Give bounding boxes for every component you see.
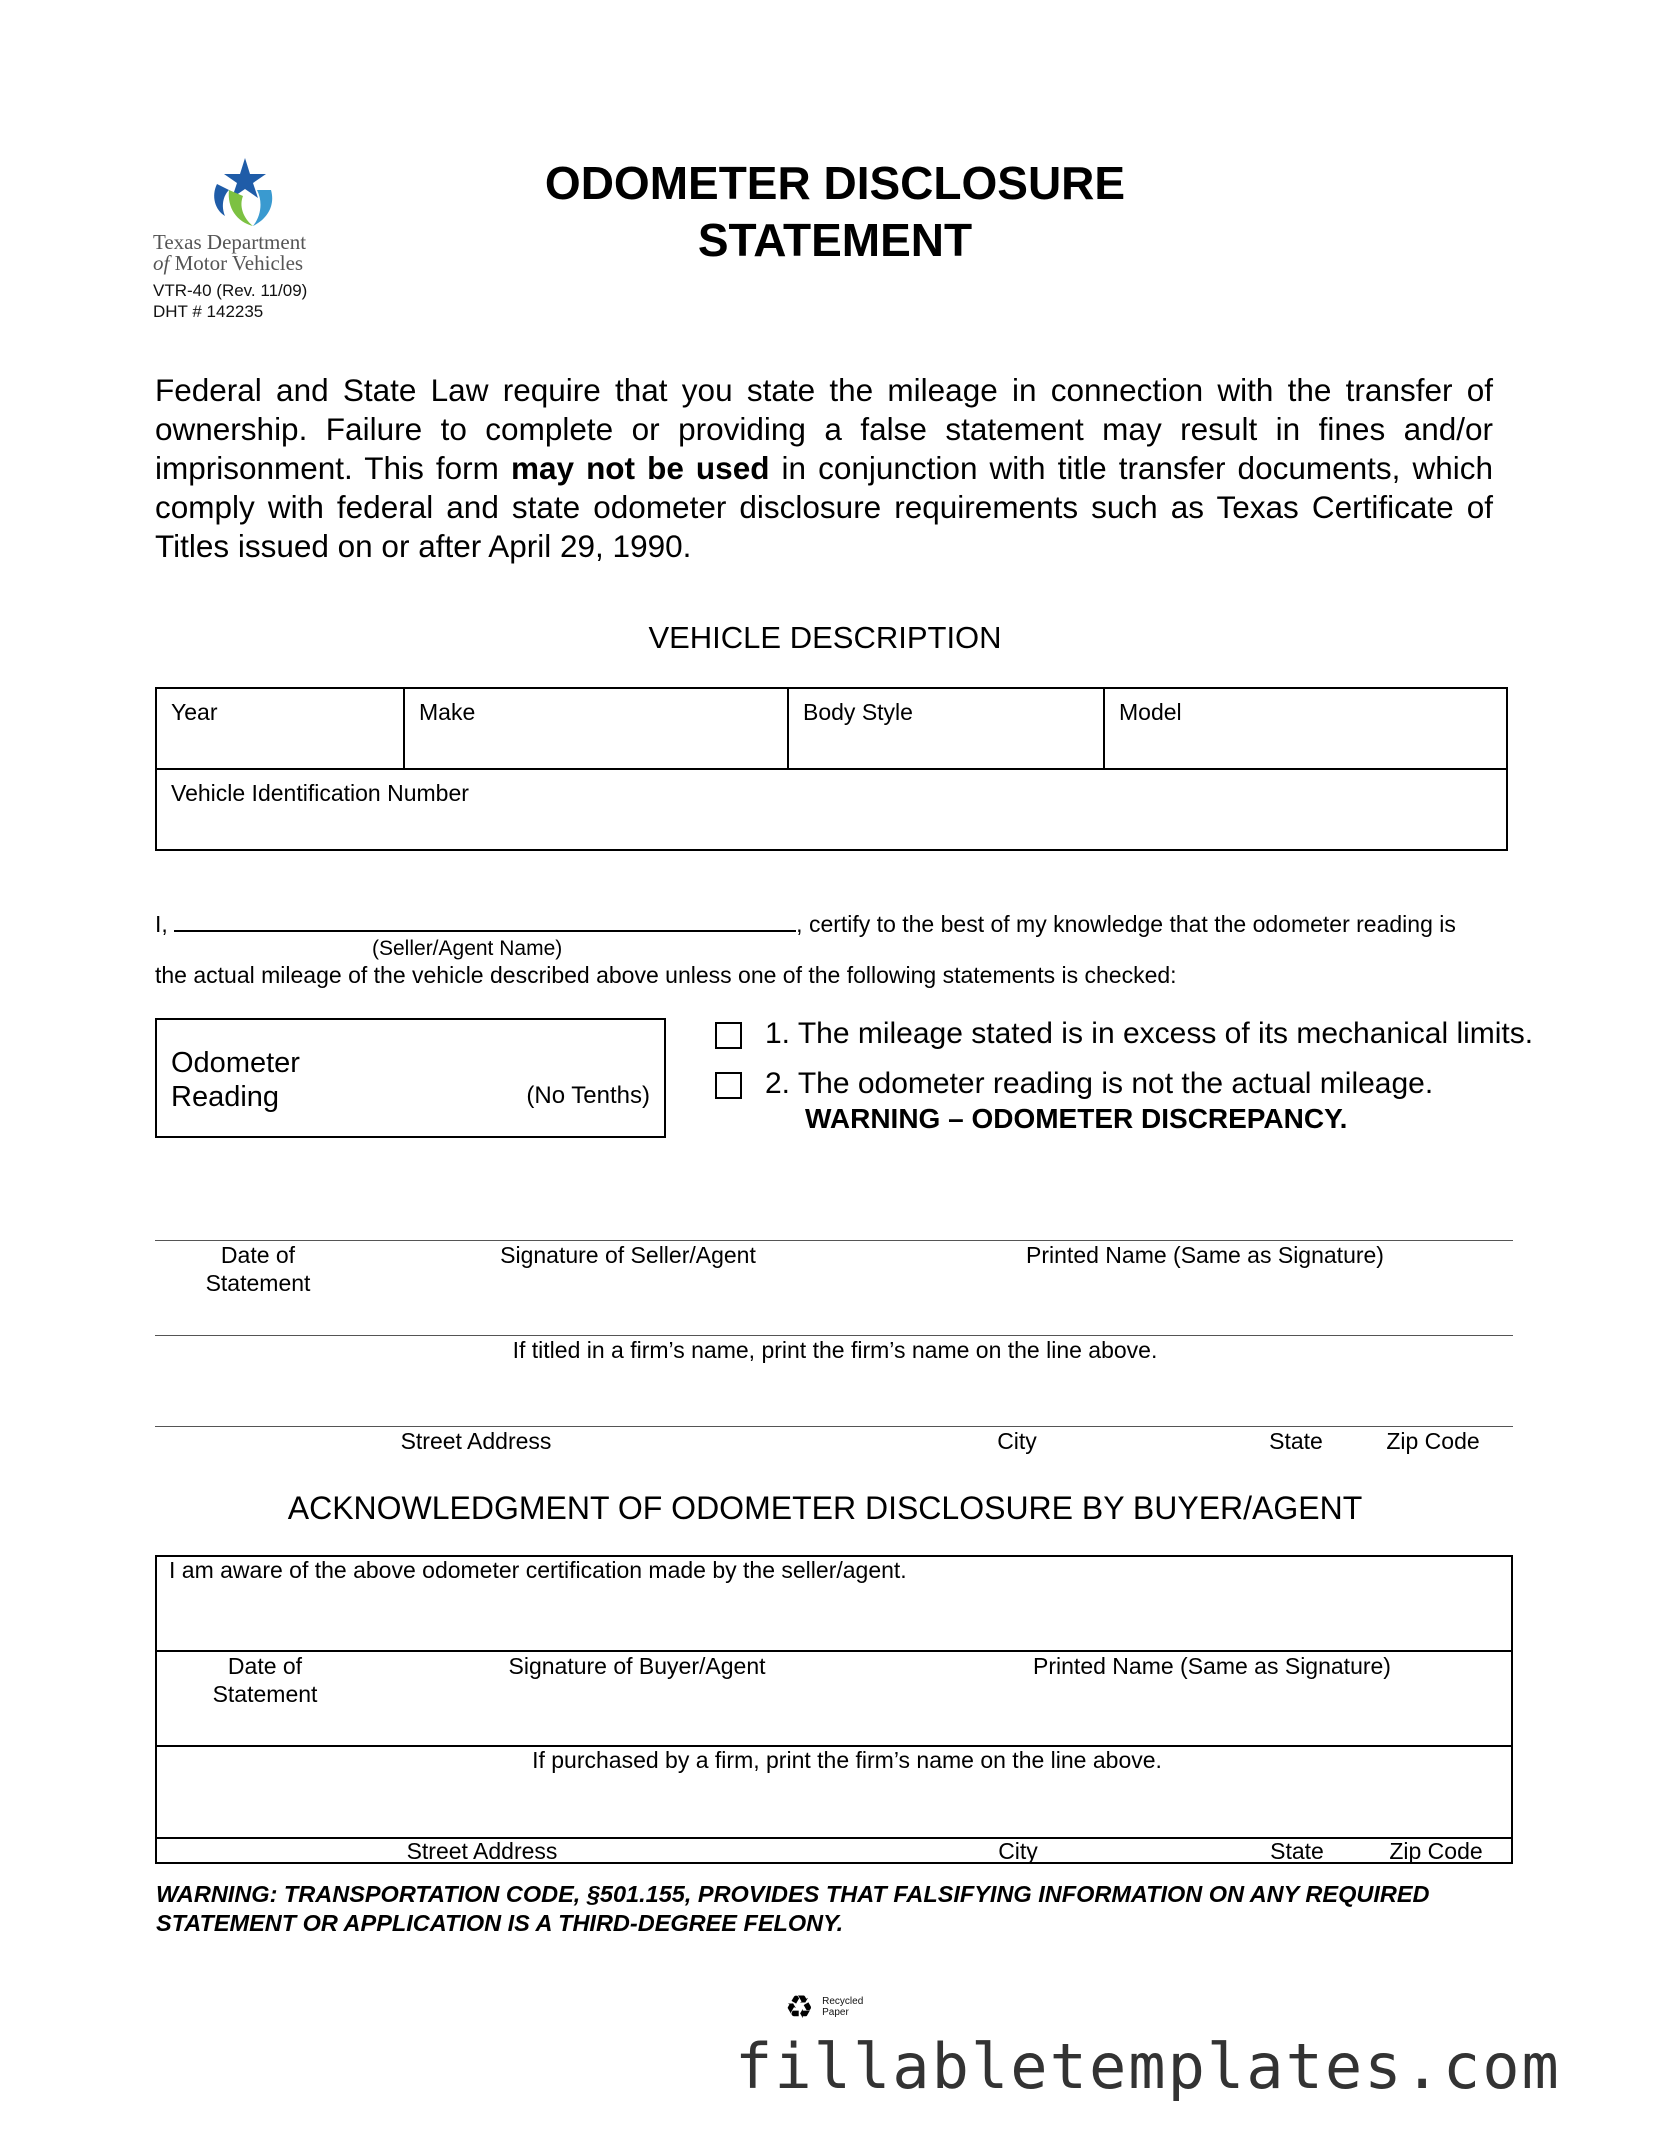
seller-firm-note: If titled in a firm’s name, print the firm’s name on the line above.: [512, 1337, 1158, 1363]
cert-suffix: , certify to the best of my knowledge that the odometer reading is: [796, 911, 1456, 937]
title-line1: ODOMETER DISCLOSURE: [544, 157, 1126, 209]
year-field[interactable]: [157, 689, 403, 768]
agency-name: [153, 232, 353, 274]
intro-bold: may not be used: [510, 450, 770, 486]
felony-warning: WARNING: TRANSPORTATION CODE, §501.155, PROVIDES THAT FALSIFYING INFORMATION ON ANY REQUIRED STATEMENT OR APPLICATION IS A THIRD-DEGREE FELONY.: [156, 1881, 1430, 1936]
intro-part1: Federal and State Law require that you state the mileage in connection with the transfer of ownership. Failure to complete or providing a false statement may result in fines and/or imprisonment. This form: [155, 372, 1493, 486]
recycled-line1: Recycled: [822, 1996, 864, 2007]
vehicle-description-heading: VEHICLE DESCRIPTION: [648, 620, 1002, 655]
buyer-date-line2: Statement: [212, 1681, 318, 1707]
model-field[interactable]: [1103, 689, 1506, 768]
seller-city-label: City: [997, 1428, 1037, 1454]
buyer-date-label: [175, 1652, 355, 1708]
form-number: VTR-40 (Rev. 11/09): [153, 281, 308, 300]
statement-1: 1. The mileage stated is in excess of its mechanical limits.: [765, 1017, 1534, 1050]
odometer-label: [171, 1046, 300, 1114]
buyer-date-line1: Date of: [227, 1653, 303, 1679]
seller-state-label: State: [1269, 1428, 1323, 1454]
not-actual-mileage-checkbox[interactable]: [715, 1072, 742, 1099]
odometer-reading-field[interactable]: [155, 1018, 666, 1138]
make-field[interactable]: [403, 689, 787, 768]
vin-field[interactable]: [157, 770, 1506, 849]
buyer-signature-label: Signature of Buyer/Agent: [508, 1653, 766, 1679]
buyer-aware-text: I am aware of the above odometer certification made by the seller/agent.: [169, 1557, 907, 1583]
cert-prefix: I,: [155, 911, 168, 937]
buyer-acknowledgment-box: [155, 1555, 1513, 1864]
mechanical-limits-checkbox[interactable]: [715, 1022, 742, 1049]
buyer-firm-note: If purchased by a firm, print the firm’s name on the line above.: [532, 1747, 1162, 1773]
certification-line2: the actual mileage of the vehicle described above unless one of the following statements is checked:: [155, 962, 1177, 988]
txdmv-star-logo-icon: [199, 150, 289, 230]
recycled-paper-mark: [785, 1988, 863, 2026]
title-line2: STATEMENT: [697, 214, 973, 266]
buyer-acknowledgment-heading: ACKNOWLEDGMENT OF ODOMETER DISCLOSURE BY BUYER/AGENT: [287, 1490, 1363, 1526]
certification-line: [155, 908, 1515, 938]
buyer-street-label: Street Address: [406, 1838, 558, 1864]
vehicle-table: [155, 687, 1508, 851]
odometer-discrepancy-warning: WARNING – ODOMETER DISCREPANCY.: [805, 1103, 1348, 1134]
agency-name-line1: Texas Department: [153, 230, 307, 254]
odometer-label-line2: Reading: [171, 1081, 280, 1113]
page-title: [440, 155, 1230, 269]
buyer-printed-name-label: Printed Name (Same as Signature): [1033, 1653, 1391, 1679]
statement-2: 2. The odometer reading is not the actual mileage.: [765, 1067, 1434, 1100]
no-tenths-label: (No Tenths): [526, 1082, 650, 1109]
intro-paragraph: [155, 371, 1493, 566]
agency-name-of: of: [153, 251, 170, 275]
model-label: Model: [1119, 699, 1182, 725]
seller-date-line1: Date of: [220, 1242, 296, 1268]
seller-zip-label: Zip Code: [1386, 1428, 1480, 1454]
year-label: Year: [171, 699, 218, 725]
odometer-label-line1: Odometer: [171, 1047, 300, 1079]
make-label: Make: [419, 699, 476, 725]
buyer-state-label: State: [1270, 1838, 1324, 1864]
vin-label: Vehicle Identification Number: [171, 780, 469, 806]
recycle-icon: ♻: [785, 1989, 814, 2025]
seller-street-label: Street Address: [400, 1428, 552, 1454]
intro-part2: in conjunction with title transfer documents, which comply with federal and state odometer disclosure requirements such as Texas Certificate of Titles issued on or after April 29, 1990.: [155, 450, 1493, 564]
watermark: fillabletemplates.com: [735, 2030, 1561, 2103]
seller-name-field[interactable]: [174, 908, 796, 932]
body-style-label: Body Style: [803, 699, 913, 725]
recycled-line2: Paper: [822, 2007, 849, 2018]
body-style-field[interactable]: [787, 689, 1103, 768]
dht-number: DHT # 142235: [153, 302, 264, 321]
buyer-city-label: City: [998, 1838, 1038, 1864]
seller-name-label: (Seller/Agent Name): [372, 937, 563, 960]
seller-signature-label: Signature of Seller/Agent: [500, 1242, 756, 1268]
buyer-zip-label: Zip Code: [1389, 1838, 1483, 1864]
agency-logo: [153, 150, 353, 322]
seller-date-line2: Statement: [205, 1270, 311, 1296]
agency-name-line2: Motor Vehicles: [169, 251, 304, 275]
seller-printed-name-label: Printed Name (Same as Signature): [1026, 1242, 1384, 1268]
seller-date-label: [168, 1241, 348, 1297]
